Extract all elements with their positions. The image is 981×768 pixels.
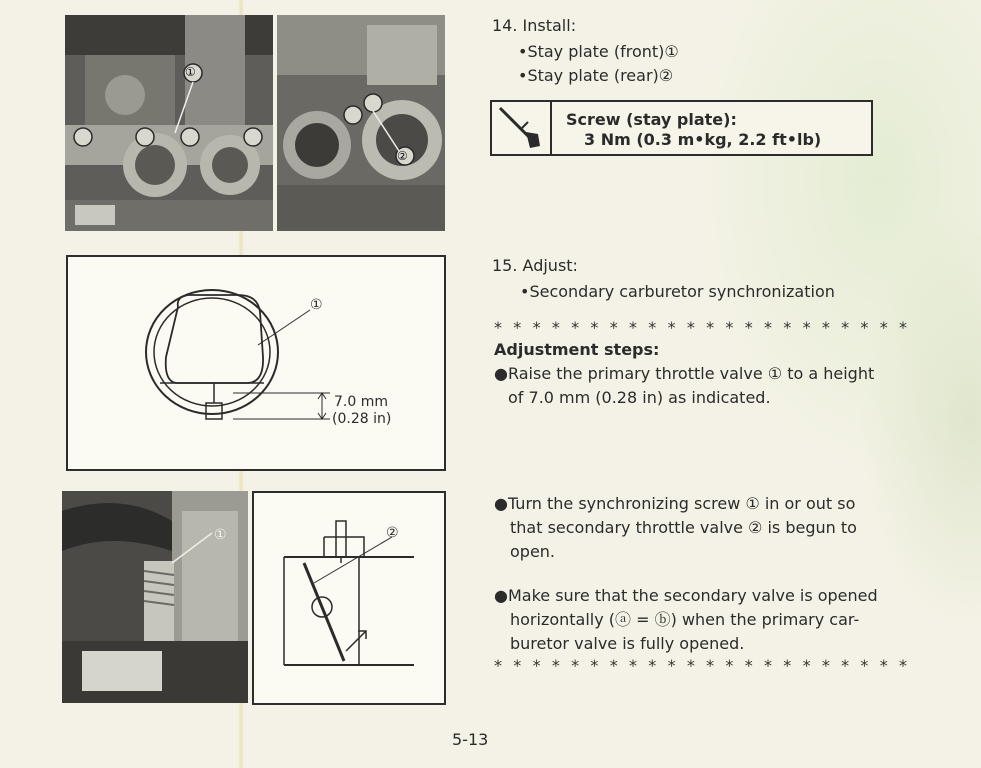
torque-spec-box bbox=[490, 100, 873, 156]
install-item-front: •Stay plate (front)① bbox=[518, 42, 679, 61]
diagram-secondary-valve bbox=[252, 491, 446, 705]
callout-1-bottom-photo: ① bbox=[214, 527, 227, 543]
adjustment-steps-title: Adjustment steps: bbox=[494, 340, 660, 359]
dimension-mm: 7.0 mm bbox=[334, 394, 388, 410]
page-number: 5-13 bbox=[452, 730, 489, 749]
step-3-line-2: horizontally (ⓐ = ⓑ) when the primary car- bbox=[510, 610, 860, 629]
step-1-line-1: ●Raise the primary throttle valve ① to a height bbox=[494, 364, 875, 383]
torque-value: 3 Nm (0.3 m•kg, 2.2 ft•lb) bbox=[584, 130, 822, 149]
callout-2-top-right: ② bbox=[397, 149, 408, 163]
torque-title: Screw (stay plate): bbox=[566, 110, 737, 129]
install-item-rear: •Stay plate (rear)② bbox=[518, 66, 674, 85]
callout-2-secondary: ② bbox=[386, 525, 399, 541]
step-3-line-1: ●Make sure that the secondary valve is opened bbox=[494, 586, 878, 605]
step-2-line-3: open. bbox=[510, 542, 556, 561]
step-1-line-2: of 7.0 mm (0.28 in) as indicated. bbox=[508, 388, 771, 407]
torque-wrench-icon bbox=[492, 102, 552, 154]
asterisk-divider-top: * * * * * * * * * * * * * * * * * * * * * * bbox=[494, 318, 911, 337]
photo-synchronizing-screw bbox=[62, 491, 248, 703]
dimension-in: (0.28 in) bbox=[332, 411, 392, 427]
adjust-item: •Secondary carburetor synchronization bbox=[520, 282, 835, 301]
callout-1-top-left: ① bbox=[185, 65, 196, 79]
photo-carburetor-top-right bbox=[277, 15, 445, 231]
step-2-line-2: that secondary throttle valve ② is begun to bbox=[510, 518, 857, 537]
step-15-heading: 15. Adjust: bbox=[492, 256, 578, 275]
diagram-primary-valve-height bbox=[66, 255, 446, 471]
callout-1-valve: ① bbox=[310, 297, 323, 313]
photo-carburetor-top-left bbox=[65, 15, 273, 231]
step-2-line-1: ●Turn the synchronizing screw ① in or out so bbox=[494, 494, 856, 513]
step-14-heading: 14. Install: bbox=[492, 16, 577, 35]
step-3-line-3: buretor valve is fully opened. bbox=[510, 634, 745, 653]
asterisk-divider-bottom: * * * * * * * * * * * * * * * * * * * * * * bbox=[494, 656, 911, 675]
